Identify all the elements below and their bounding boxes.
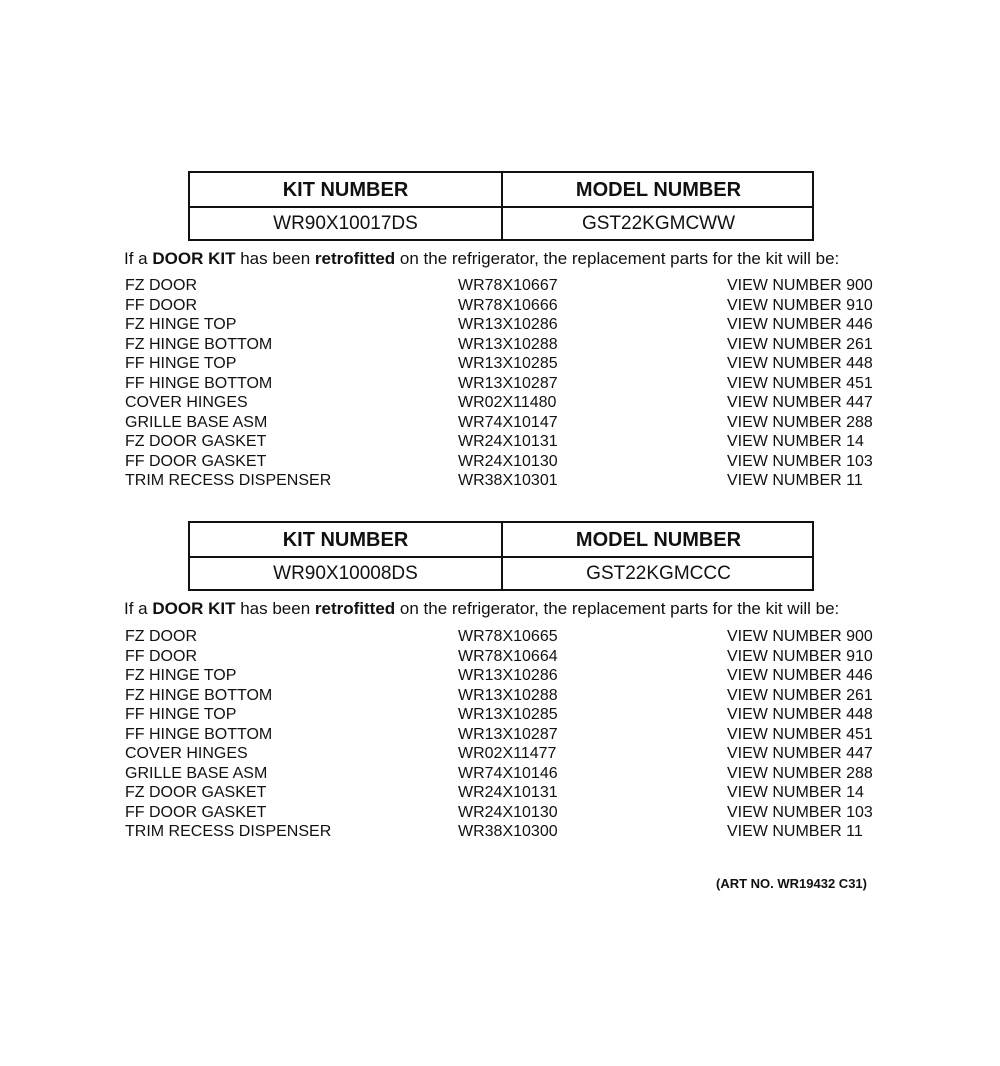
view-number: VIEW NUMBER 261 bbox=[727, 686, 873, 704]
part-name: FZ HINGE BOTTOM bbox=[125, 686, 273, 704]
part-name: FF DOOR GASKET bbox=[125, 452, 267, 470]
intro-bold-text: retrofitted bbox=[314, 599, 396, 618]
part-name: COVER HINGES bbox=[125, 394, 248, 411]
view-number: VIEW NUMBER 288 bbox=[727, 413, 873, 431]
view-number: VIEW NUMBER 448 bbox=[727, 706, 873, 723]
model-number-header: MODEL NUMBER bbox=[575, 179, 742, 201]
part-name: FF HINGE BOTTOM bbox=[125, 374, 273, 392]
part-name: FZ DOOR GASKET bbox=[125, 433, 267, 450]
part-name: FZ HINGE TOP bbox=[125, 316, 237, 333]
view-number: VIEW NUMBER 14 bbox=[727, 784, 864, 801]
part-row bbox=[0, 627, 1000, 647]
part-number: WR02X11480 bbox=[458, 394, 557, 411]
view-number: VIEW NUMBER 446 bbox=[727, 316, 873, 333]
intro-text: If a bbox=[124, 599, 153, 618]
part-row bbox=[0, 764, 1000, 784]
part-name: FF HINGE BOTTOM bbox=[125, 725, 273, 743]
kit-intro-text bbox=[124, 599, 904, 619]
intro-bold-text: retrofitted bbox=[314, 249, 396, 268]
kit-table-1 bbox=[188, 171, 814, 241]
part-number: WR02X11477 bbox=[458, 745, 557, 762]
part-name: FZ DOOR bbox=[125, 628, 197, 645]
view-number: VIEW NUMBER 910 bbox=[727, 647, 873, 665]
view-number: VIEW NUMBER 261 bbox=[727, 335, 873, 353]
kit-intro-text bbox=[124, 249, 904, 269]
part-number: WR24X10130 bbox=[458, 452, 558, 470]
part-row bbox=[0, 666, 1000, 686]
view-number: VIEW NUMBER 446 bbox=[727, 667, 873, 684]
kit-number-header: KIT NUMBER bbox=[282, 529, 409, 551]
intro-text: has been bbox=[235, 249, 315, 268]
view-number: VIEW NUMBER 14 bbox=[727, 433, 864, 450]
view-number: VIEW NUMBER 451 bbox=[727, 374, 873, 392]
part-row bbox=[0, 647, 1000, 667]
view-number: VIEW NUMBER 11 bbox=[727, 472, 863, 489]
part-name: FF DOOR bbox=[125, 647, 197, 665]
part-number: WR24X10131 bbox=[458, 433, 558, 450]
part-name: FZ HINGE BOTTOM bbox=[125, 335, 273, 353]
part-number: WR24X10131 bbox=[458, 784, 558, 801]
part-row bbox=[0, 413, 1000, 433]
part-number: WR38X10300 bbox=[458, 823, 558, 840]
view-number: VIEW NUMBER 103 bbox=[727, 803, 873, 821]
part-row bbox=[0, 393, 1000, 413]
model-number-header: MODEL NUMBER bbox=[575, 529, 742, 551]
part-number: WR24X10130 bbox=[458, 803, 558, 821]
part-number: WR13X10287 bbox=[458, 374, 558, 392]
part-row bbox=[0, 374, 1000, 394]
view-number: VIEW NUMBER 900 bbox=[727, 277, 873, 294]
part-number: WR78X10664 bbox=[458, 647, 558, 665]
view-number: VIEW NUMBER 447 bbox=[727, 394, 873, 411]
view-number: VIEW NUMBER 447 bbox=[727, 745, 873, 762]
part-row bbox=[0, 705, 1000, 725]
kit-number-header: KIT NUMBER bbox=[282, 179, 409, 201]
part-number: WR74X10146 bbox=[458, 764, 558, 782]
part-number: WR13X10287 bbox=[458, 725, 558, 743]
kit-table-2 bbox=[188, 521, 814, 591]
part-number: WR13X10285 bbox=[458, 706, 558, 723]
part-row bbox=[0, 335, 1000, 355]
kit-number-value: WR90X10017DS bbox=[273, 213, 418, 234]
part-name: FF DOOR bbox=[125, 296, 197, 314]
view-number: VIEW NUMBER 448 bbox=[727, 355, 873, 372]
part-name: TRIM RECESS DISPENSER bbox=[125, 823, 332, 840]
part-number: WR78X10666 bbox=[458, 296, 558, 314]
part-number: WR13X10288 bbox=[458, 335, 558, 353]
part-name: FF HINGE TOP bbox=[125, 355, 237, 372]
view-number: VIEW NUMBER 103 bbox=[727, 452, 873, 470]
part-name: FF HINGE TOP bbox=[125, 706, 237, 723]
part-name: FF DOOR GASKET bbox=[125, 803, 267, 821]
part-number: WR38X10301 bbox=[458, 472, 558, 489]
kit-number-value: WR90X10008DS bbox=[273, 563, 418, 584]
model-number-value: GST22KGMCCC bbox=[586, 563, 731, 584]
part-row bbox=[0, 296, 1000, 316]
part-row bbox=[0, 783, 1000, 803]
intro-text: If a bbox=[124, 249, 153, 268]
part-name: FZ HINGE TOP bbox=[125, 667, 237, 684]
part-row bbox=[0, 471, 1000, 491]
art-number: (ART NO. WR19432 C31) bbox=[716, 876, 867, 891]
intro-bold-text: DOOR KIT bbox=[152, 249, 236, 268]
view-number: VIEW NUMBER 288 bbox=[727, 764, 873, 782]
part-name: FZ DOOR GASKET bbox=[125, 784, 267, 801]
model-number-value: GST22KGMCWW bbox=[581, 213, 736, 234]
view-number: VIEW NUMBER 451 bbox=[727, 725, 873, 743]
part-name: GRILLE BASE ASM bbox=[125, 413, 268, 431]
part-row bbox=[0, 803, 1000, 823]
part-row bbox=[0, 354, 1000, 374]
part-number: WR78X10667 bbox=[458, 277, 558, 294]
part-row bbox=[0, 822, 1000, 842]
part-row bbox=[0, 725, 1000, 745]
part-number: WR13X10288 bbox=[458, 686, 558, 704]
part-number: WR13X10285 bbox=[458, 355, 558, 372]
intro-text: on the refrigerator, the replacement parts for the kit will be: bbox=[395, 249, 840, 268]
part-number: WR74X10147 bbox=[458, 413, 558, 431]
view-number: VIEW NUMBER 900 bbox=[727, 628, 873, 645]
view-number: VIEW NUMBER 910 bbox=[727, 296, 873, 314]
part-row bbox=[0, 686, 1000, 706]
part-name: FZ DOOR bbox=[125, 277, 197, 294]
part-name: COVER HINGES bbox=[125, 745, 248, 762]
part-row bbox=[0, 315, 1000, 335]
part-row bbox=[0, 276, 1000, 296]
part-number: WR13X10286 bbox=[458, 316, 558, 333]
part-name: GRILLE BASE ASM bbox=[125, 764, 268, 782]
intro-text: has been bbox=[235, 599, 315, 618]
intro-bold-text: DOOR KIT bbox=[152, 599, 236, 618]
part-number: WR78X10665 bbox=[458, 628, 558, 645]
intro-text: on the refrigerator, the replacement parts for the kit will be: bbox=[395, 599, 840, 618]
view-number: VIEW NUMBER 11 bbox=[727, 823, 863, 840]
part-name: TRIM RECESS DISPENSER bbox=[125, 472, 332, 489]
part-number: WR13X10286 bbox=[458, 667, 558, 684]
part-row bbox=[0, 432, 1000, 452]
part-row bbox=[0, 744, 1000, 764]
part-row bbox=[0, 452, 1000, 472]
